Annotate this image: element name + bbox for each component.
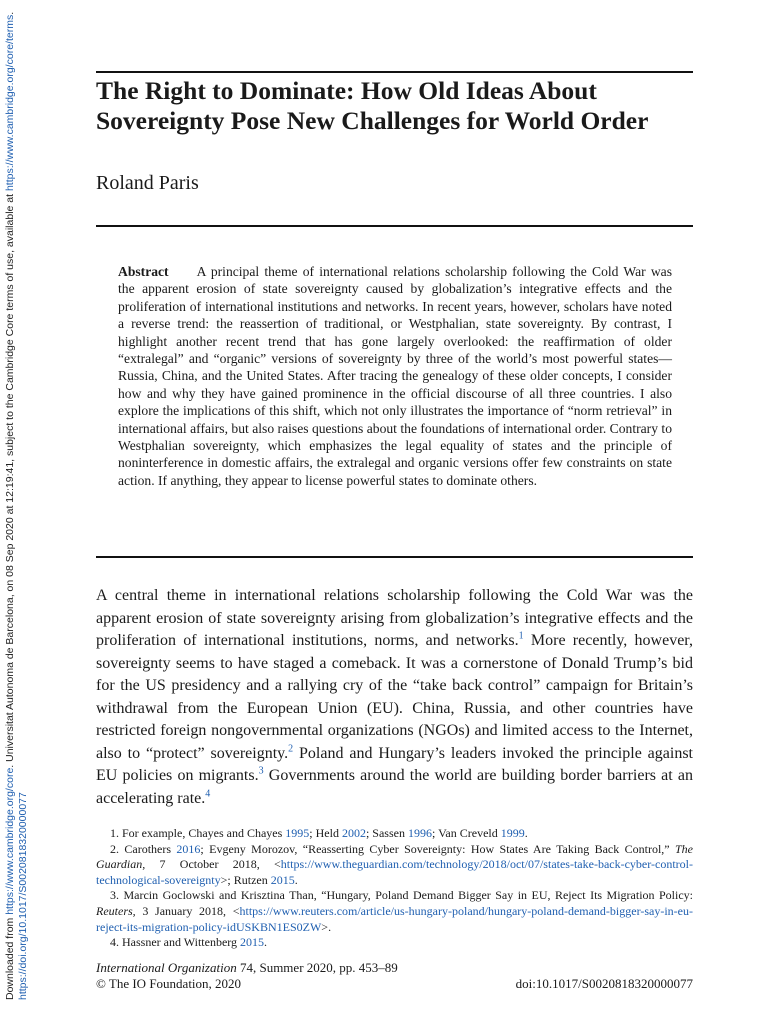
- source-name: Reuters,: [96, 903, 136, 918]
- footnote-3: [96, 888, 693, 935]
- footnote-1: [96, 826, 693, 842]
- abstract: [118, 263, 672, 489]
- copyright: © The IO Foundation, 2020: [96, 976, 242, 991]
- footnote-text: 4. Hassner and Wittenberg: [110, 935, 241, 950]
- reuters-url-link[interactable]: https://www.reuters.com/article/us-hungary-poland/hungary-poland-demand-bigger-say-in-eu-reject-its-migration-policy-idUSKBN1ES0ZW: [96, 903, 693, 934]
- doi-sidebar-link[interactable]: https://doi.org/10.1017/S0020818320000077: [17, 792, 29, 1000]
- guardian-url-link[interactable]: https://www.theguardian.com/technology/2018/oct/07/states-take-back-cyber-control-technological-sovereignty: [96, 857, 693, 887]
- footnote-text: ; Sassen: [365, 826, 408, 840]
- footnote-text: .: [294, 872, 298, 887]
- abstract-bottom-rule: [96, 556, 693, 558]
- footnote-text: .: [264, 935, 268, 950]
- article-title: The Right to Dominate: How Old Ideas About Sovereignty Pose New Challenges for World Order: [96, 76, 649, 135]
- citation-link[interactable]: 1995: [285, 826, 310, 840]
- download-notice-line-2: [17, 40, 30, 1000]
- footnote-ref-4[interactable]: 4: [205, 788, 211, 800]
- body-sentence: Poland and Hungary’s leaders invoked the principle against EU policies on migrants.: [96, 744, 694, 784]
- footnote-ref-3[interactable]: 3: [258, 765, 264, 777]
- source-name: The Guardian,: [96, 841, 693, 872]
- citation-link[interactable]: 2015: [240, 935, 265, 950]
- citation-link[interactable]: 2016: [176, 841, 201, 856]
- download-notice-text: [4, 11, 30, 1000]
- download-notice-suffix: .: [4, 11, 16, 15]
- page-footer: [96, 960, 693, 992]
- footnote-ref-2[interactable]: 2: [288, 743, 294, 755]
- footnote-text: 1. For example, Chayes and Chayes: [110, 826, 286, 840]
- citation-link[interactable]: 1996: [407, 826, 432, 840]
- abstract-top-rule: [96, 225, 693, 227]
- footnote-text: 7 October 2018, <: [145, 857, 281, 872]
- journal-citation: [96, 960, 693, 976]
- cambridge-core-link[interactable]: https://www.cambridge.org/core: [4, 767, 16, 915]
- journal-issue: 74, Summer 2020, pp. 453–89: [236, 960, 398, 975]
- body-sentence: A central theme in international relations scholarship following the Cold War was the apparent erosion of state sovereignty arising from globalization’s integrative effects and the proliferation of international institutions, norms, and networks.: [96, 587, 693, 649]
- download-notice-middle: . Universitat Autonoma de Barcelona, on 08 Sep 2020 at 12:19:41, subject to the Cambridge Core terms of use, available at: [4, 191, 16, 768]
- abstract-text: A principal theme of international relations scholarship following the Cold War was the apparent erosion of state sovereignty caused by globalization’s integrative effects and the proliferation of international institutions and networks. In recent years, however, scholars have noted a reverse trend: the reassertion of traditional, or Westphalian, state sovereignty. By contrast, I highlight another recent trend that has gone largely overlooked: the reaffirmation of older “extralegal” and “organic” versions of sovereignty by three of the world’s most powerful states—Russia, China, and the United States. After tracing the genealogy of these older concepts, I consider how and why they have gained prominence in the official discourse of all three countries. I also explore the implications of this shift, which not only illustrates the importance of “norm retrieval” in international affairs, but also raises questions about the foundations of international order. Contrary to Westphalian sovereignty, which emphasizes the legal equality of states and the principle of noninterference in domestic affairs, the extralegal and organic versions offer few constraints on state action. If anything, they appear to license powerful states to dominate others.: [118, 264, 672, 488]
- footnote-text: 2. Carothers: [110, 841, 177, 856]
- footnote-text: >.: [321, 919, 332, 934]
- citation-link[interactable]: 2002: [341, 826, 366, 840]
- footnote-text: ; Van Creveld: [431, 826, 501, 840]
- footnote-ref-1[interactable]: 1: [518, 630, 524, 642]
- body-paragraph: [96, 585, 693, 810]
- footnote-text: >; Rutzen: [220, 872, 271, 887]
- footnote-text: 3. Marcin Goclowski and Krisztina Than, “Hungary, Poland Demand Bigger Say in EU, Reject Its Migration Policy:: [110, 888, 693, 903]
- citation-link[interactable]: 2015: [270, 872, 295, 887]
- author-name: Roland Paris: [96, 172, 199, 194]
- citation-link[interactable]: 1999: [500, 826, 525, 840]
- footnotes: [96, 826, 693, 951]
- footnote-4: [96, 935, 693, 951]
- footer-doi: doi:10.1017/S0020818320000077: [515, 976, 693, 991]
- footnote-text: .: [524, 826, 528, 840]
- footnote-2: [96, 842, 693, 889]
- download-notice-prefix: Downloaded from: [4, 914, 16, 1000]
- body-sentence: More recently, however, sovereignty seems to have staged a comeback. It was a cornerstone of Donald Trump’s bid for the US presidency and a rallying cry of the “take back control” campaign for Britain’s withdrawal from the European Union (EU). China, Russia, and other countries have restricted foreign nongovernmental organizations (NGOs) and limited access to the Internet, also to “protect” sovereignty.: [96, 632, 693, 762]
- abstract-label: Abstract: [118, 264, 169, 279]
- footnote-text: 3 January 2018, <: [135, 903, 240, 918]
- journal-name: International Organization: [96, 960, 237, 975]
- cambridge-terms-link[interactable]: https://www.cambridge.org/core/terms: [4, 14, 16, 192]
- top-rule: [96, 71, 693, 73]
- footnote-text: ; Evgeny Morozov, “Reasserting Cyber Sovereignty: How States Are Taking Back Control,”: [200, 841, 675, 856]
- download-notice-sidebar: [4, 11, 29, 1000]
- download-notice-line-1: [4, 11, 17, 1000]
- body-sentence: Governments around the world are building border barriers at an accelerating rate.: [96, 767, 693, 807]
- footnote-text: ; Held: [309, 826, 342, 840]
